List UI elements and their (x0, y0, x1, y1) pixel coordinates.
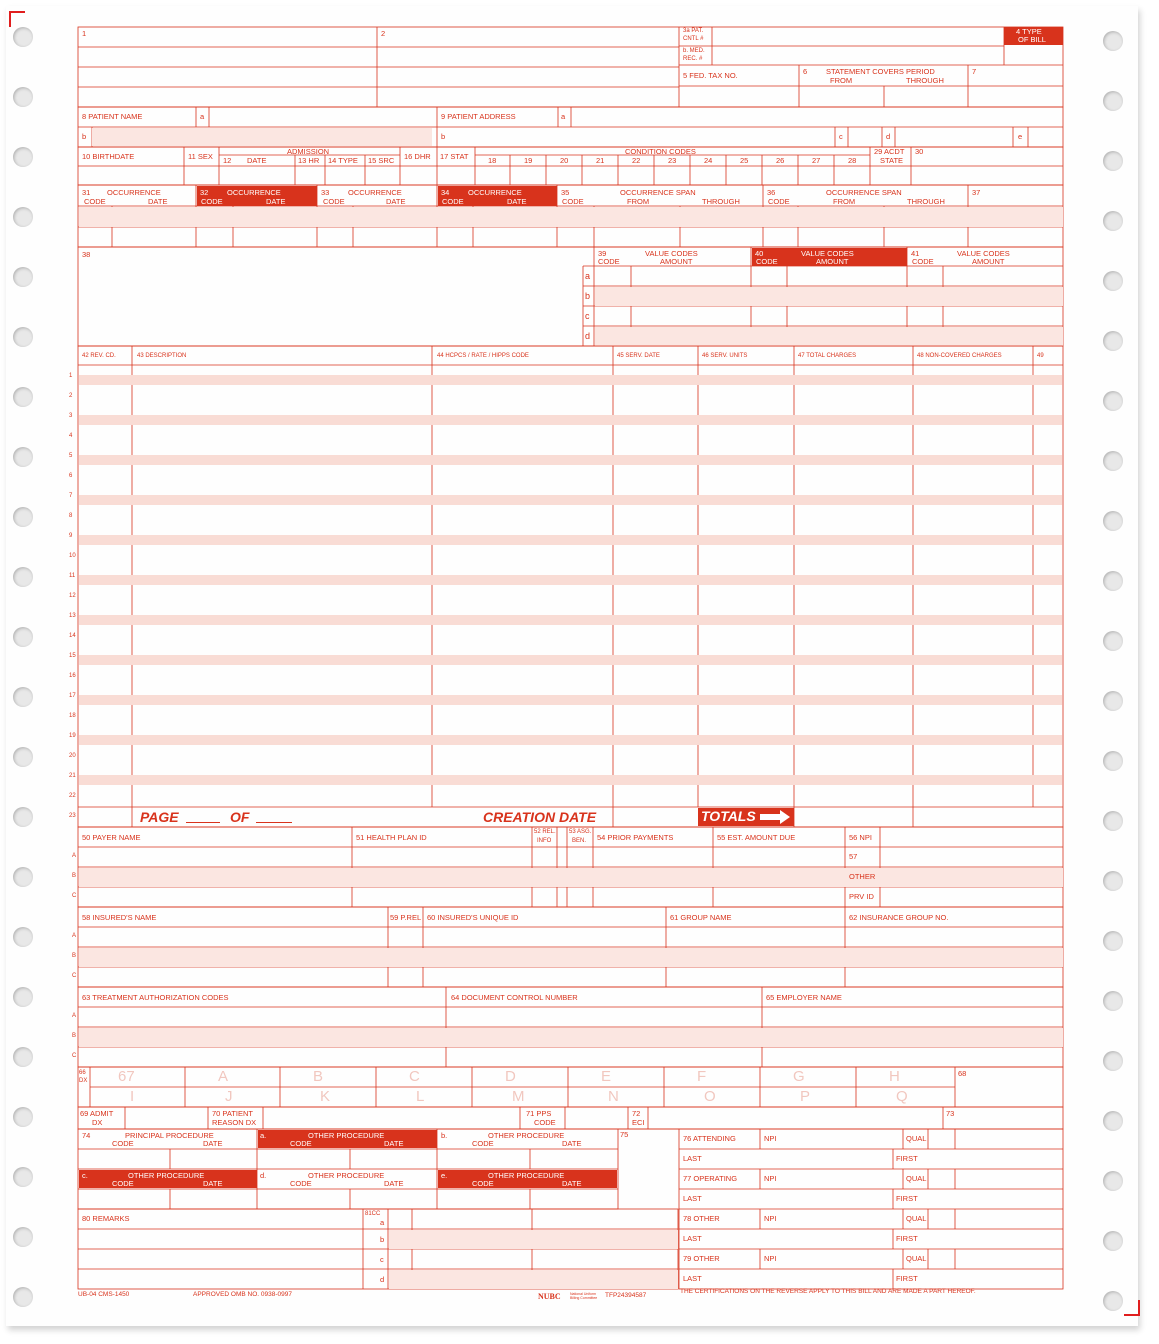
fl74a-code: CODE (290, 1139, 312, 1148)
fl6-from: FROM (830, 76, 853, 85)
dx-letter-top: G (793, 1068, 805, 1085)
fl35-title: OCCURRENCE SPAN (620, 188, 696, 197)
fl36-from: FROM (833, 197, 856, 206)
fl47-label: 47 TOTAL CHARGES (798, 353, 857, 359)
fl75-label: 75 (620, 1130, 629, 1139)
service-line-number: 17 (69, 693, 76, 699)
fl40-title: VALUE CODES (801, 249, 854, 258)
totals-label: TOTALS (701, 808, 756, 824)
dx-letter-bottom: K (320, 1088, 331, 1105)
fl9a-label: a (561, 112, 566, 121)
fl29-label: 29 ACDT (874, 147, 905, 156)
fl6-title: STATEMENT COVERS PERIOD (826, 67, 935, 76)
dx-letter-top: C (409, 1068, 420, 1085)
fl3a-label-2: CNTL # (683, 36, 704, 42)
service-line-number: 1 (69, 373, 73, 379)
fl58-row-b: B (72, 953, 77, 959)
dx-letter-bottom: O (704, 1088, 716, 1105)
service-line-number: 10 (69, 553, 76, 559)
service-line-number: 15 (69, 653, 76, 659)
fl69-label: 69 ADMIT (80, 1109, 114, 1118)
fl34-code: CODE (442, 197, 464, 206)
fl4-label-2: OF BILL (1018, 35, 1046, 44)
footer-nubc-logo: NUBC (538, 1292, 561, 1301)
fl74d-code: CODE (290, 1179, 312, 1188)
fl15-label: 15 SRC (368, 156, 395, 165)
fl9b-label: b (441, 132, 446, 141)
service-line-number: 13 (69, 613, 76, 619)
fl36-through: THROUGH (907, 197, 945, 206)
cc20: 20 (560, 156, 569, 165)
fl36-label: 36 (767, 188, 776, 197)
fl7-label: 7 (972, 67, 977, 76)
page-total-line (256, 822, 292, 823)
dx-letter-top: B (313, 1068, 324, 1085)
fl39-label: 39 (598, 249, 607, 258)
fl74e-date: DATE (562, 1179, 582, 1188)
dx-letter-top: H (889, 1068, 900, 1085)
dx-letter-top: A (218, 1068, 229, 1085)
fl50-label: 50 PAYER NAME (82, 833, 141, 842)
fl31-title: OCCURRENCE (107, 188, 161, 197)
fl34-title: OCCURRENCE (468, 188, 522, 197)
fl66-label: 66 (79, 1070, 86, 1076)
fl10-label: 10 BIRTHDATE (82, 152, 135, 161)
fl78-label: 78 OTHER (683, 1214, 720, 1223)
fl58-row-c: C (72, 973, 77, 979)
fl37-label: 37 (972, 188, 981, 197)
fl3a-label: 3a PAT. (683, 28, 704, 34)
fl65-label: 65 EMPLOYER NAME (766, 993, 842, 1002)
fl8a-label: a (200, 112, 205, 121)
totals-arrow-icon (758, 809, 792, 825)
of-label: OF (230, 809, 250, 825)
fl9d-label: d (886, 132, 891, 141)
fl49-label: 49 (1037, 353, 1044, 359)
fl73-label: 73 (946, 1109, 955, 1118)
fl61-label: 61 GROUP NAME (670, 913, 732, 922)
fl13-label: 13 HR (298, 156, 320, 165)
fl60-label: 60 INSURED'S UNIQUE ID (427, 913, 519, 922)
fl74-date: DATE (203, 1139, 223, 1148)
dx-letter-top: E (601, 1068, 612, 1085)
cc18: 18 (488, 156, 497, 165)
service-line-number: 6 (69, 473, 73, 479)
service-line-number: 23 (69, 813, 76, 819)
fl8b-label: b (82, 132, 87, 141)
fl29-state: STATE (880, 156, 904, 165)
fl79-last: LAST (683, 1274, 702, 1283)
fl74c-title: OTHER PROCEDURE (128, 1171, 205, 1180)
fl35-label: 35 (561, 188, 570, 197)
dx-letter-bottom: I (130, 1088, 135, 1105)
fl43-label: 43 DESCRIPTION (137, 353, 187, 359)
fl78-first: FIRST (896, 1234, 918, 1243)
fl8-label: 8 PATIENT NAME (82, 112, 143, 121)
fl33-date: DATE (386, 197, 406, 206)
row-b-label: b (585, 291, 591, 301)
fl33-label: 33 (321, 188, 330, 197)
fl57-label: 57 (849, 852, 858, 861)
footer-omb: APPROVED OMB NO. 0938-0997 (193, 1291, 292, 1298)
fl77-first: FIRST (896, 1194, 918, 1203)
fl78-last: LAST (683, 1234, 702, 1243)
fl34-label: 34 (441, 188, 450, 197)
service-line-number: 12 (69, 593, 76, 599)
fl66-dx: DX (79, 1078, 88, 1084)
creation-date-label: CREATION DATE (483, 809, 597, 825)
fl50-row-a: A (72, 853, 77, 859)
fl33-code: CODE (323, 197, 345, 206)
fl79-label: 79 OTHER (683, 1254, 720, 1263)
fl41-label: 41 (911, 249, 920, 258)
cc19: 19 (524, 156, 533, 165)
fl62-label: 62 INSURANCE GROUP NO. (849, 913, 949, 922)
fl69-dx: DX (92, 1118, 103, 1127)
fl76-last: LAST (683, 1154, 702, 1163)
fl79-first: FIRST (896, 1274, 918, 1283)
fl3b-label-2: REC. # (683, 56, 703, 62)
fl81-row-b: b (380, 1235, 385, 1244)
fl32-title: OCCURRENCE (227, 188, 281, 197)
fl30-label: 30 (915, 147, 924, 156)
fl79-npi: NPI (764, 1254, 777, 1263)
fl74-code: CODE (112, 1139, 134, 1148)
fl52-label: 52 REL. (534, 829, 556, 835)
fl63-row-a: A (72, 1013, 77, 1019)
admission-label: ADMISSION (287, 147, 330, 156)
fl36-title: OCCURRENCE SPAN (826, 188, 902, 197)
fl74b-label: b. (441, 1131, 448, 1140)
fl32-date: DATE (266, 197, 286, 206)
service-line-number: 14 (69, 633, 76, 639)
fl81-label: 81CC (365, 1211, 381, 1217)
fl81-row-d: d (380, 1275, 385, 1284)
fl40-label: 40 (755, 249, 764, 258)
fl6-through: THROUGH (906, 76, 944, 85)
dx-letter-bottom: P (800, 1088, 811, 1105)
fl57-other: OTHER (849, 872, 876, 881)
fl32-code: CODE (201, 197, 223, 206)
fl3b-label: b. MED. (683, 48, 705, 54)
fl74c-label: c. (82, 1171, 88, 1180)
fl41-code: CODE (912, 257, 934, 266)
service-line-number: 21 (69, 773, 76, 779)
cc26: 26 (776, 156, 785, 165)
fl55-label: 55 EST. AMOUNT DUE (717, 833, 796, 842)
cc22: 22 (632, 156, 641, 165)
service-line-number: 7 (69, 493, 73, 499)
service-line-number: 5 (69, 453, 73, 459)
fl68-label: 68 (958, 1069, 967, 1078)
fl51-label: 51 HEALTH PLAN ID (356, 833, 427, 842)
fl5-label: 5 FED. TAX NO. (683, 71, 738, 80)
fl31-label: 31 (82, 188, 91, 197)
fl50-row-c: C (72, 893, 77, 899)
fl74d-date: DATE (384, 1179, 404, 1188)
cc21: 21 (596, 156, 605, 165)
fl74d-label: d. (260, 1171, 267, 1180)
dx-letter-top: F (697, 1068, 707, 1085)
cc28: 28 (848, 156, 857, 165)
fl34-date: DATE (507, 197, 527, 206)
fl41-title: VALUE CODES (957, 249, 1010, 258)
cc23: 23 (668, 156, 677, 165)
fl6-label: 6 (803, 67, 808, 76)
fl67-label: 67 (118, 1068, 135, 1085)
fl39-amount: AMOUNT (660, 257, 693, 266)
fl57-prv-id: PRV ID (849, 892, 874, 901)
fl80-label: 80 REMARKS (82, 1214, 130, 1223)
fl76-label: 76 ATTENDING (683, 1134, 736, 1143)
fl74c-code: CODE (112, 1179, 134, 1188)
fl42-label: 42 REV. CD. (82, 353, 116, 359)
fl74a-date: DATE (384, 1139, 404, 1148)
fl36-code: CODE (768, 197, 790, 206)
fl63-label: 63 TREATMENT AUTHORIZATION CODES (82, 993, 229, 1002)
fl45-label: 45 SERV. DATE (617, 353, 660, 359)
fl35-from: FROM (627, 197, 650, 206)
fl76-first: FIRST (896, 1154, 918, 1163)
fl9-label: 9 PATIENT ADDRESS (441, 112, 516, 121)
fl71-label: 71 PPS (526, 1109, 552, 1118)
row-a-label: a (585, 271, 591, 281)
fl74b-code: CODE (472, 1139, 494, 1148)
fl54-label: 54 PRIOR PAYMENTS (597, 833, 674, 842)
dx-letter-bottom: Q (896, 1088, 908, 1105)
fl4-label: 4 TYPE (1016, 27, 1042, 36)
service-line-number: 20 (69, 753, 76, 759)
service-line-number: 8 (69, 513, 73, 519)
fl38-label: 38 (82, 250, 91, 259)
fl77-last: LAST (683, 1194, 702, 1203)
fl71-code: CODE (534, 1118, 556, 1127)
dx-letter-bottom: L (416, 1088, 425, 1105)
dx-letter-top: D (505, 1068, 516, 1085)
fl74b-date: DATE (562, 1139, 582, 1148)
service-line-number: 22 (69, 793, 76, 799)
service-line-number: 2 (69, 393, 73, 399)
fl76-qual: QUAL (906, 1134, 927, 1143)
fl76-npi: NPI (764, 1134, 777, 1143)
fl58-label: 58 INSURED'S NAME (82, 913, 157, 922)
fl31-code: CODE (84, 197, 106, 206)
fl53-ben: BEN. (572, 838, 587, 844)
footer-nubc-subtitle: National Uniform Billing Committee (570, 1292, 598, 1300)
fl81-row-a: a (380, 1218, 385, 1227)
fl39-title: VALUE CODES (645, 249, 698, 258)
service-line-number: 4 (69, 433, 73, 439)
fl77-npi: NPI (764, 1174, 777, 1183)
fl12-label: 12 (223, 156, 232, 165)
fl74e-title: OTHER PROCEDURE (488, 1171, 565, 1180)
cc24: 24 (704, 156, 713, 165)
fl72-label: 72 (632, 1109, 641, 1118)
fl50-row-b: B (72, 873, 77, 879)
dx-letter-bottom: N (608, 1088, 619, 1105)
fl74-label: 74 (82, 1131, 91, 1140)
fl48-label: 48 NON-COVERED CHARGES (917, 353, 1002, 359)
fl12-date: DATE (247, 156, 267, 165)
fl74c-date: DATE (203, 1179, 223, 1188)
fl44-label: 44 HCPCS / RATE / HIPPS CODE (437, 353, 529, 359)
fl46-label: 46 SERV. UNITS (702, 353, 748, 359)
fl40-code: CODE (756, 257, 778, 266)
fl74d-title: OTHER PROCEDURE (308, 1171, 385, 1180)
fl17-label: 17 STAT (440, 152, 469, 161)
fl59-label: 59 P.REL (390, 913, 422, 922)
fl1-label: 1 (82, 29, 87, 38)
footer-certification: THE CERTIFICATIONS ON THE REVERSE APPLY TO THIS BILL AND ARE MADE A PART HEREOF. (680, 1288, 976, 1295)
fl72-eci: ECI (632, 1118, 645, 1127)
fl53-label: 53 ASG. (569, 829, 592, 835)
row-d-label: d (585, 331, 591, 341)
fl79-qual: QUAL (906, 1254, 927, 1263)
cc27: 27 (812, 156, 821, 165)
fl14-label: 14 TYPE (328, 156, 358, 165)
dx-letter-bottom: M (512, 1088, 525, 1105)
fl81-row-c: c (380, 1255, 384, 1264)
fl35-code: CODE (562, 197, 584, 206)
fl33-title: OCCURRENCE (348, 188, 402, 197)
fl35-through: THROUGH (702, 197, 740, 206)
fl74b-title: OTHER PROCEDURE (488, 1131, 565, 1140)
fl74e-code: CODE (472, 1179, 494, 1188)
footer-form-id: UB-04 CMS-1450 (78, 1291, 130, 1298)
fl74a-title: OTHER PROCEDURE (308, 1131, 385, 1140)
fl58-row-a: A (72, 933, 77, 939)
fl11-label: 11 SEX (188, 152, 213, 161)
fl39-code: CODE (598, 257, 620, 266)
service-line-number: 16 (69, 673, 76, 679)
fl77-qual: QUAL (906, 1174, 927, 1183)
service-line-number: 11 (69, 573, 76, 579)
fl70-reason: REASON DX (212, 1118, 257, 1127)
cc25: 25 (740, 156, 749, 165)
fl70-label: 70 PATIENT (212, 1109, 253, 1118)
fl78-npi: NPI (764, 1214, 777, 1223)
fl9c-label: c (839, 132, 843, 141)
fl16-label: 16 DHR (404, 152, 431, 161)
fl74e-label: e. (441, 1171, 448, 1180)
footer-code: TFP24394587 (605, 1292, 647, 1299)
fl31-date: DATE (148, 197, 168, 206)
service-line-number: 9 (69, 533, 73, 539)
fl63-row-c: C (72, 1053, 77, 1059)
fl77-label: 77 OPERATING (683, 1174, 738, 1183)
fl56-label: 56 NPI (849, 833, 872, 842)
condition-codes-label: CONDITION CODES (625, 147, 696, 156)
fl40-amount: AMOUNT (816, 257, 849, 266)
fl74a-label: a. (260, 1131, 267, 1140)
fl2-label: 2 (381, 29, 386, 38)
row-c-label: c (585, 311, 590, 321)
page-number-line (186, 822, 220, 823)
fl64-label: 64 DOCUMENT CONTROL NUMBER (451, 993, 578, 1002)
service-line-number: 3 (69, 413, 73, 419)
fl9e-label: e (1018, 132, 1023, 141)
service-line-number: 18 (69, 713, 76, 719)
fl78-qual: QUAL (906, 1214, 927, 1223)
fl74-principal: PRINCIPAL PROCEDURE (125, 1131, 214, 1140)
service-line-number: 19 (69, 733, 76, 739)
fl63-row-b: B (72, 1033, 77, 1039)
dx-letter-bottom: J (225, 1088, 233, 1105)
fl52-info: INFO (537, 838, 552, 844)
fl41-amount: AMOUNT (972, 257, 1005, 266)
fl32-label: 32 (200, 188, 209, 197)
page-label: PAGE (140, 809, 179, 825)
